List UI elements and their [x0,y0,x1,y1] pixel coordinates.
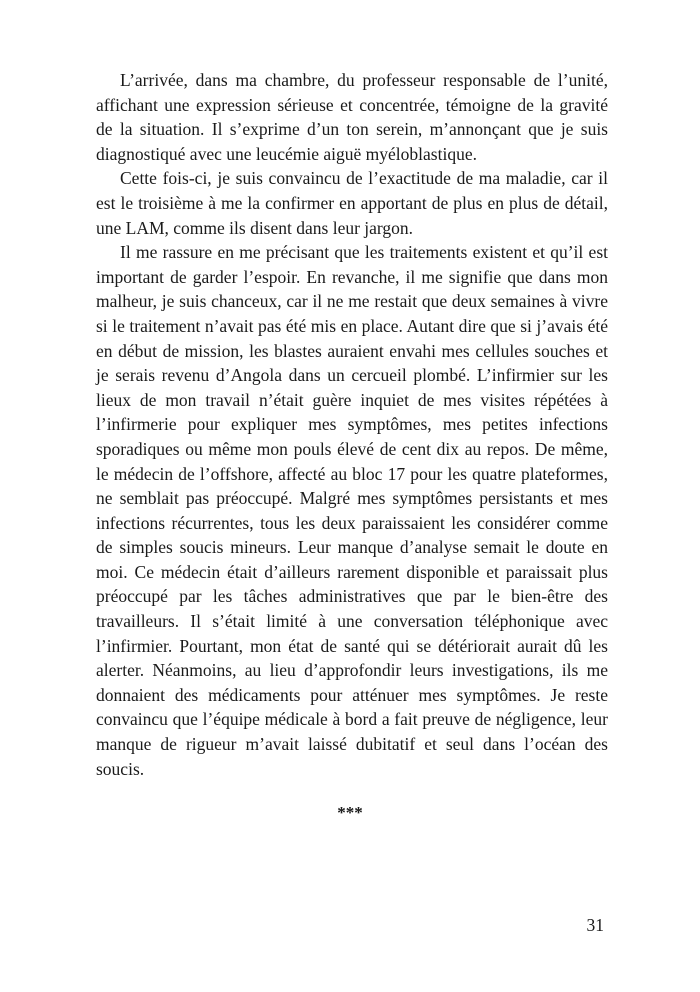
section-separator: *** [337,803,363,822]
paragraph-2: Cette fois-ci, je suis convaincu de l’exactitude de ma maladie, car il est le troisième à me la confirmer en apportant de plus en plus de détail, une LAM, comme ils disent dans leur jargon. [96,168,608,238]
body-text [96,68,608,781]
page-number: 31 [586,915,604,935]
paragraph-3: Il me rassure en me précisant que les traitements existent et qu’il est important de garder l’espoir. En revanche, il me signifie que dans mon malheur, je suis chanceux, car il ne me restait que deux semaines à vivre si le traitement n’avait pas été mis en place. Autant dire que si j’avais été en début de mission, les blastes auraient envahi mes cellules souches et je serais revenu d’Angola dans un cercueil plombé. L’infirmier sur les lieux de mon travail n’était guère inquiet de mes visites répétées à l’infirmerie pour expliquer mes symptômes, mes petites infections sporadiques ou même mon pouls élevé de cent dix au repos. De même, le médecin de l’offshore, affecté au bloc 17 pour les quatre plateformes, ne semblait pas préoccupé. Malgré mes symptômes persistants et mes infections récurrentes, tous les deux paraissaient les considérer comme de simples soucis mineurs. Leur manque d’analyse semait le doute en moi. Ce médecin était d’ailleurs rarement disponible et paraissait plus préoccupé par les tâches administratives que par le bien-être des travailleurs. Il s’était limité à une conversation téléphonique avec l’infirmier. Pourtant, mon état de santé qui se détériorait aurait dû les alerter. Néanmoins, au lieu d’approfondir leurs investigations, ils me donnaient des médicaments pour atténuer mes symptômes. Je reste convaincu que l’équipe médicale à bord a fait preuve de négligence, leur manque de rigueur m’avait laissé dubitatif et seul dans l’océan des soucis. [96,242,608,779]
paragraph-1: L’arrivée, dans ma chambre, du professeur responsable de l’unité, affichant une expression sérieuse et concentrée, témoigne de la gravité de la situation. Il s’exprime d’un ton serein, m’annonçant que je suis diagnostiqué avec une leucémie aiguë myéloblastique. [96,70,608,164]
